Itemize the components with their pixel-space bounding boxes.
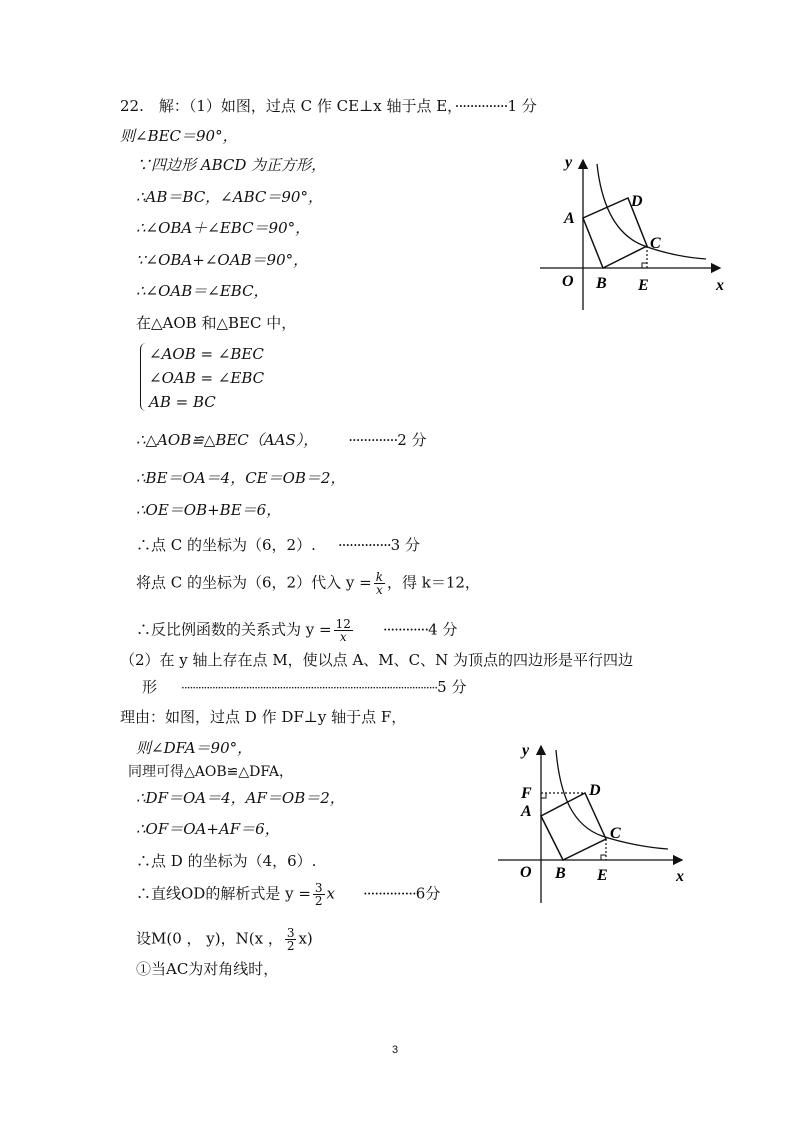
line-14: ∴反比例函数的关系式为 y = $\frac{12}{x}$ ············4 分 (136, 617, 458, 644)
page-number: 3 (392, 1044, 399, 1056)
figure-2 (490, 738, 700, 908)
line-13: 将点 C 的坐标为（6，2）代入 y = $\frac{k}{x}$ ，得 k＝12， (136, 570, 480, 597)
line-18: 则∠DFA＝90°， (136, 739, 253, 757)
label-y: y (522, 742, 530, 759)
label-c: C (610, 825, 621, 842)
label-a: A (521, 803, 532, 820)
line-2: 则∠BEC＝90°， (120, 127, 238, 145)
system-eq-2: ∠OAB = ∠EBC (149, 369, 265, 387)
label-o: O (562, 273, 574, 290)
label-o: O (520, 864, 532, 881)
label-x: x (676, 868, 684, 885)
line-19: 同理可得△AOB≌△DFA， (128, 764, 293, 780)
square-abcd (541, 793, 606, 860)
line-6: ∵∠OBA+∠OAB＝90°， (136, 251, 309, 269)
label-y: y (565, 154, 573, 171)
label-d: D (589, 782, 601, 799)
label-b: B (555, 865, 566, 882)
figure-1 (530, 150, 740, 315)
line-25: ①当AC为对角线时， (136, 960, 279, 978)
line-12: ∴点 C 的坐标为（6，2）. ··············3 分 (136, 536, 420, 554)
line-7: ∴∠OAB＝∠EBC， (136, 282, 269, 300)
line-24: 设M(0 ， y)，N(x ， $\frac{3}{2}$ x) (136, 926, 313, 953)
line-1: 22. 解：（1）如图，过点 C 作 CE⊥x 轴于点 E，··············1 分 (120, 97, 537, 115)
line-4: ∴AB＝BC，∠ABC＝90°， (136, 188, 323, 206)
label-a: A (564, 210, 575, 227)
right-angle-mark-e (601, 855, 606, 860)
line-21: ∴OF＝OA+AF＝6， (136, 820, 280, 838)
line-15: （2）在 y 轴上存在点 M，使以点 A、M、C、N 为顶点的四边形是平行四边 (120, 651, 634, 669)
system-eq-3: AB = BC (149, 393, 216, 411)
label-e: E (638, 277, 649, 294)
line-3: ∵四边形 ABCD 为正方形， (136, 156, 327, 174)
line-8: 在△AOB 和△BEC 中， (136, 314, 297, 332)
label-x: x (716, 277, 724, 294)
system-brace (140, 343, 147, 411)
line-20: ∴DF＝OA＝4，AF＝OB＝2， (136, 789, 345, 807)
line-9: ∴△AOB≌△BEC（AAS）， ·············2 分 (136, 431, 427, 449)
line-17: 理由：如图，过点 D 作 DF⊥y 轴于点 F， (120, 708, 407, 726)
line-10: ∴BE＝OA＝4，CE＝OB＝2， (136, 469, 346, 487)
label-e: E (597, 867, 608, 884)
system-eq-1: ∠AOB = ∠BEC (149, 345, 264, 363)
line-22: ∴点 D 的坐标为（4，6）. (136, 852, 317, 870)
line-11: ∴OE＝OB+BE＝6， (136, 501, 282, 519)
line-5: ∴∠OBA＋∠EBC＝90°， (136, 219, 311, 237)
label-b: B (596, 275, 607, 292)
label-c: C (650, 235, 661, 252)
right-angle-mark-f (541, 793, 546, 798)
label-d: D (631, 193, 643, 210)
line-23: ∴直线OD的解析式是 y = $\frac{3}{2}$ x ··············6分 (136, 881, 441, 908)
line-16: 形 ···························································································5 分 (142, 678, 467, 696)
right-angle-mark (642, 263, 647, 268)
label-f: F (521, 785, 532, 802)
